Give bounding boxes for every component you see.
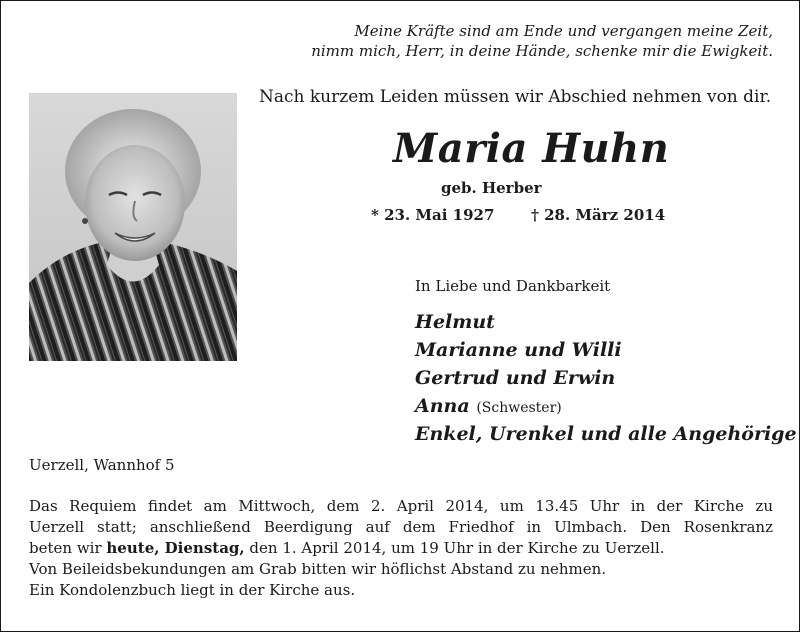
service-highlight: heute, Dienstag, bbox=[106, 539, 245, 557]
deceased-name: Maria Huhn bbox=[393, 125, 670, 172]
portrait-photo bbox=[29, 93, 237, 361]
service-text: den 1. April 2014, um 19 Uhr in der Kirche zu Uerzell. bbox=[249, 539, 665, 557]
maiden-name: geb. Herber bbox=[441, 179, 542, 197]
mourner-line bbox=[415, 392, 797, 420]
mourners-intro: In Liebe und Dankbarkeit bbox=[415, 277, 611, 295]
address: Uerzell, Wannhof 5 bbox=[29, 456, 175, 474]
service-line bbox=[29, 538, 773, 559]
birth-star-icon: * bbox=[371, 206, 379, 224]
mourner-line: Helmut bbox=[415, 311, 495, 333]
birth-date: 23. Mai 1927 bbox=[384, 206, 495, 224]
death-date-group bbox=[531, 206, 665, 224]
service-details bbox=[29, 496, 773, 601]
motto-line: nimm mich, Herr, in deine Hände, schenke mir die Ewigkeit. bbox=[311, 42, 773, 60]
mourners-list bbox=[415, 308, 797, 448]
death-date: 28. März 2014 bbox=[544, 206, 666, 224]
announcement: Nach kurzem Leiden müssen wir Abschied nehmen von dir. bbox=[259, 87, 772, 107]
service-line: Uerzell statt; anschließend Beerdigung auf dem Friedhof in Ulmbach. Den Rosenkranz bbox=[29, 518, 773, 536]
service-line: Ein Kondolenzbuch liegt in der Kirche aus. bbox=[29, 581, 356, 599]
life-dates bbox=[371, 206, 666, 224]
motto-verse bbox=[273, 21, 773, 61]
service-text: beten wir bbox=[29, 539, 102, 557]
service-line: Von Beileidsbekundungen am Grab bitten wir höflichst Abstand zu nehmen. bbox=[29, 560, 607, 578]
mourner-relation: (Schwester) bbox=[476, 400, 562, 416]
death-cross-icon: † bbox=[531, 206, 539, 224]
motto-line: Meine Kräfte sind am Ende und vergangen meine Zeit, bbox=[354, 22, 773, 40]
mourner-line: Gertrud und Erwin bbox=[415, 367, 616, 389]
mourner-name: Anna bbox=[415, 395, 470, 417]
mourner-line: Marianne und Willi bbox=[415, 339, 622, 361]
service-line: Das Requiem findet am Mittwoch, dem 2. April 2014, um 13.45 Uhr in der Kirche zu bbox=[29, 497, 773, 515]
mourner-line: Enkel, Urenkel und alle Angehörige bbox=[415, 423, 797, 445]
